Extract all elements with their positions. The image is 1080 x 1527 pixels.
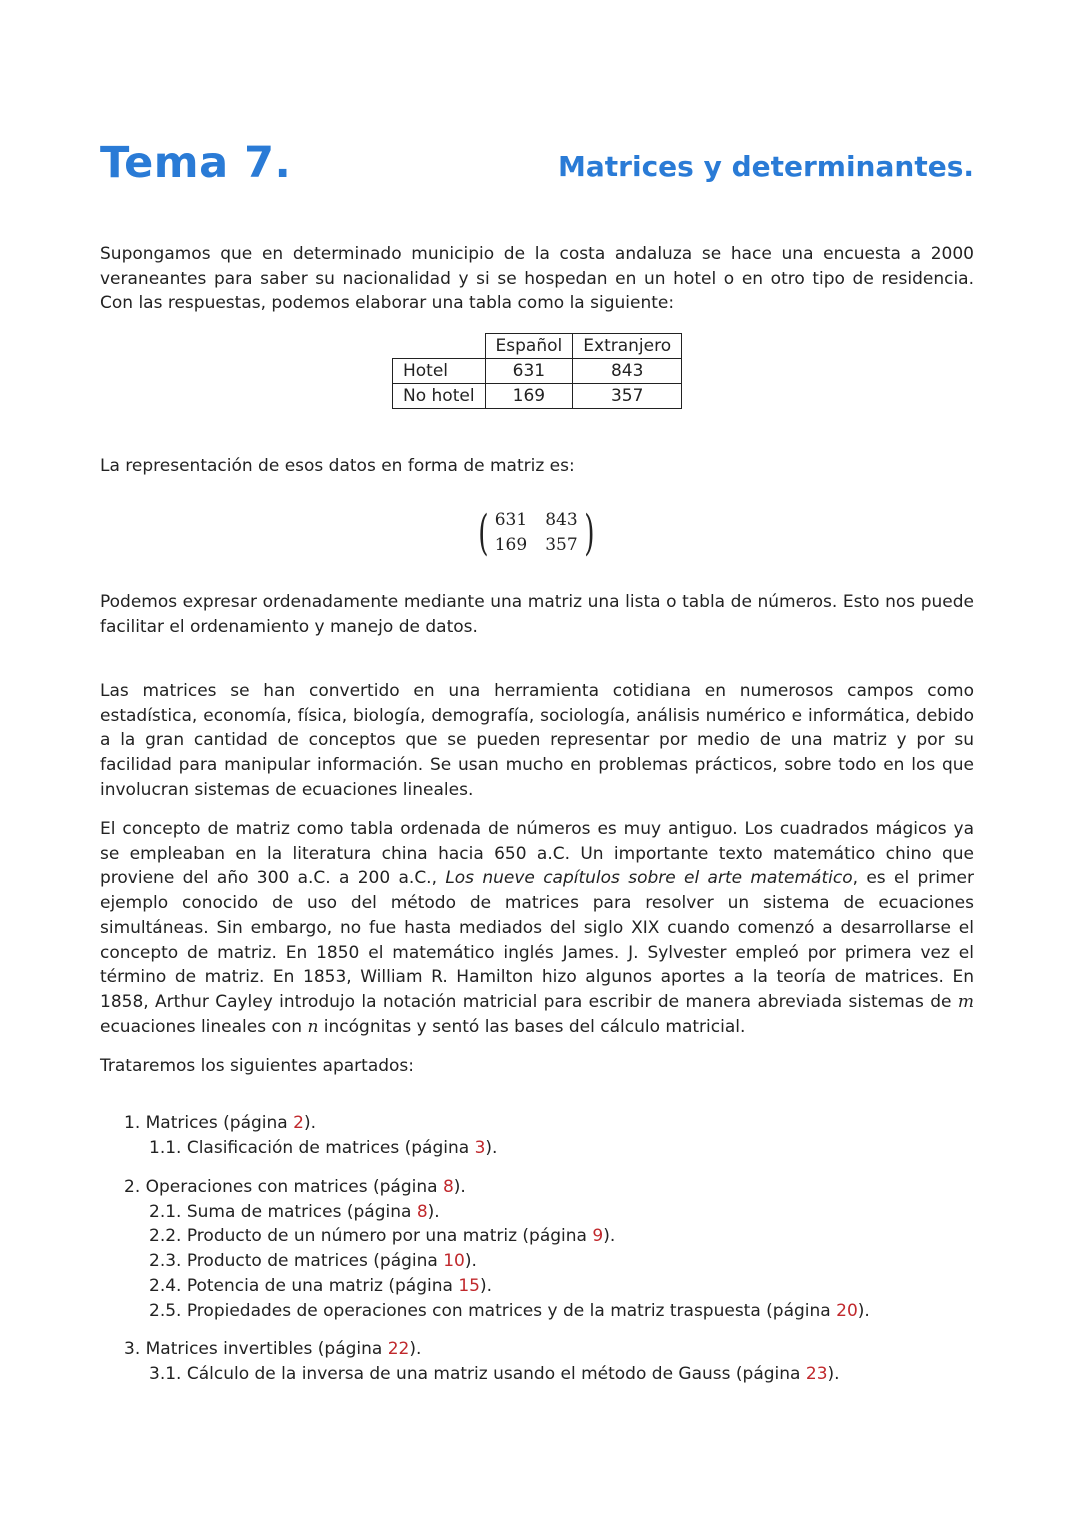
toc-intro: Trataremos los siguientes apartados: [100, 1056, 415, 1076]
table-header-row [393, 334, 682, 359]
row-label: No hotel [393, 384, 486, 409]
table-row [393, 359, 682, 384]
toc-subitem[interactable]: 2.3. Producto de matrices (página 10). [149, 1251, 477, 1272]
left-paren: ( [478, 505, 489, 561]
document-page [100, 0, 974, 1527]
page-link: 8 [416, 1201, 428, 1222]
subject-title: Matrices y determinantes. [558, 150, 974, 183]
column-header: Español [485, 334, 573, 359]
page-link: 8 [442, 1177, 454, 1197]
page-link: 22 [387, 1339, 410, 1359]
matrix-entry: 631 [494, 510, 528, 530]
page-link: 3 [474, 1137, 486, 1158]
table-cell: 631 [485, 359, 573, 384]
page-link: 9 [592, 1226, 604, 1247]
page-link: 2 [293, 1113, 304, 1133]
toc-section-3 [124, 1337, 840, 1386]
intro-paragraph: Supongamos que en determinado municipio de la costa andaluza se hace una encuesta a 2000 veraneantes para saber su nacionalidad y si se hospedan en un hotel o en otro tipo de residencia. Con las respuestas, podemos elaborar una tabla como la siguiente: [100, 244, 974, 314]
toc-section-1 [124, 1111, 497, 1160]
paragraph-2: Las matrices se han convertido en una herramienta cotidiana en numerosos campos como estadística, economía, física, biología, demografía, sociología, análisis numérico e informática, debido a la gran cantidad de conceptos que se pueden representar por medio de una matriz y por su facilidad para manipular información. Se usan mucho en problemas prácticos, sobre todo en los que involucran sistemas de ecuaciones lineales. [100, 681, 974, 800]
toc-item[interactable]: 3. Matrices invertibles (página 22). [124, 1339, 422, 1359]
matrix-intro: La representación de esos datos en forma de matriz es: [100, 456, 575, 476]
right-paren: ) [583, 505, 595, 561]
row-label: Hotel [393, 359, 486, 384]
toc-subitem[interactable]: 3.1. Cálculo de la inversa de una matriz usando el método de Gauss (página 23). [149, 1363, 840, 1384]
toc-item[interactable]: 2. Operaciones con matrices (página 8). [124, 1177, 466, 1197]
matrix-grid [495, 509, 578, 557]
page-link: 20 [836, 1300, 858, 1321]
matrix-entry: 357 [545, 535, 578, 555]
table-cell: 169 [485, 384, 573, 409]
matrix-entry: 169 [494, 535, 528, 555]
toc-subitem[interactable]: 1.1. Clasificación de matrices (página 3). [149, 1137, 498, 1158]
toc-subitem[interactable]: 2.2. Producto de un número por una matriz (página 9). [149, 1226, 616, 1247]
toc-subitem[interactable]: 2.4. Potencia de una matriz (página 15). [149, 1275, 493, 1296]
paragraph-1: Podemos expresar ordenadamente mediante una matriz una lista o tabla de números. Esto nos puede facilitar el ordenamiento y manejo de datos. [100, 592, 974, 637]
page-link: 10 [443, 1251, 465, 1272]
paragraph-3: El concepto de matriz como tabla ordenada de números es muy antiguo. Los cuadrados mágicos ya se empleaban en la literatura china hacia 650 a.C. Un importante texto matemático chino que proviene del año 300 a.C. a 200 a.C., Los nueve capítulos sobre el arte matemático, es el primer ejemplo conocido de uso del método de matrices para resolver un sistema de ecuaciones simultáneas. Sin embargo, no fue hasta mediados del siglo XIX cuando comenzó a desarrollarse el concepto de matriz. En 1850 el matemático inglés James. J. Sylvester empleó por primera vez el término de matriz. En 1853, William R. Hamilton hizo algunos aportes a la teoría de matrices. En 1858, Arthur Cayley introdujo la notación matricial para escribir de manera abreviada sistemas de m ecuaciones lineales con n incógnitas y sentó las bases del cálculo matricial. [100, 819, 974, 1037]
table-cell: 357 [573, 384, 682, 409]
page-link: 23 [805, 1363, 828, 1384]
matrix-display [474, 505, 598, 561]
toc-section-2 [124, 1175, 870, 1323]
table-row [393, 384, 682, 409]
page-link: 15 [458, 1275, 480, 1296]
toc-subitem[interactable]: 2.5. Propiedades de operaciones con matrices y de la matriz traspuesta (página 20). [149, 1300, 870, 1321]
toc-subitem[interactable]: 2.1. Suma de matrices (página 8). [149, 1201, 440, 1222]
toc-item[interactable]: 1. Matrices (página 2). [124, 1113, 316, 1133]
survey-table [392, 333, 682, 409]
column-header: Extranjero [573, 334, 682, 359]
chapter-title: Tema 7. [100, 138, 292, 188]
matrix-entry: 843 [545, 510, 578, 530]
table-cell: 843 [573, 359, 682, 384]
book-title: Los nueve capítulos sobre el arte matemático [445, 868, 853, 889]
